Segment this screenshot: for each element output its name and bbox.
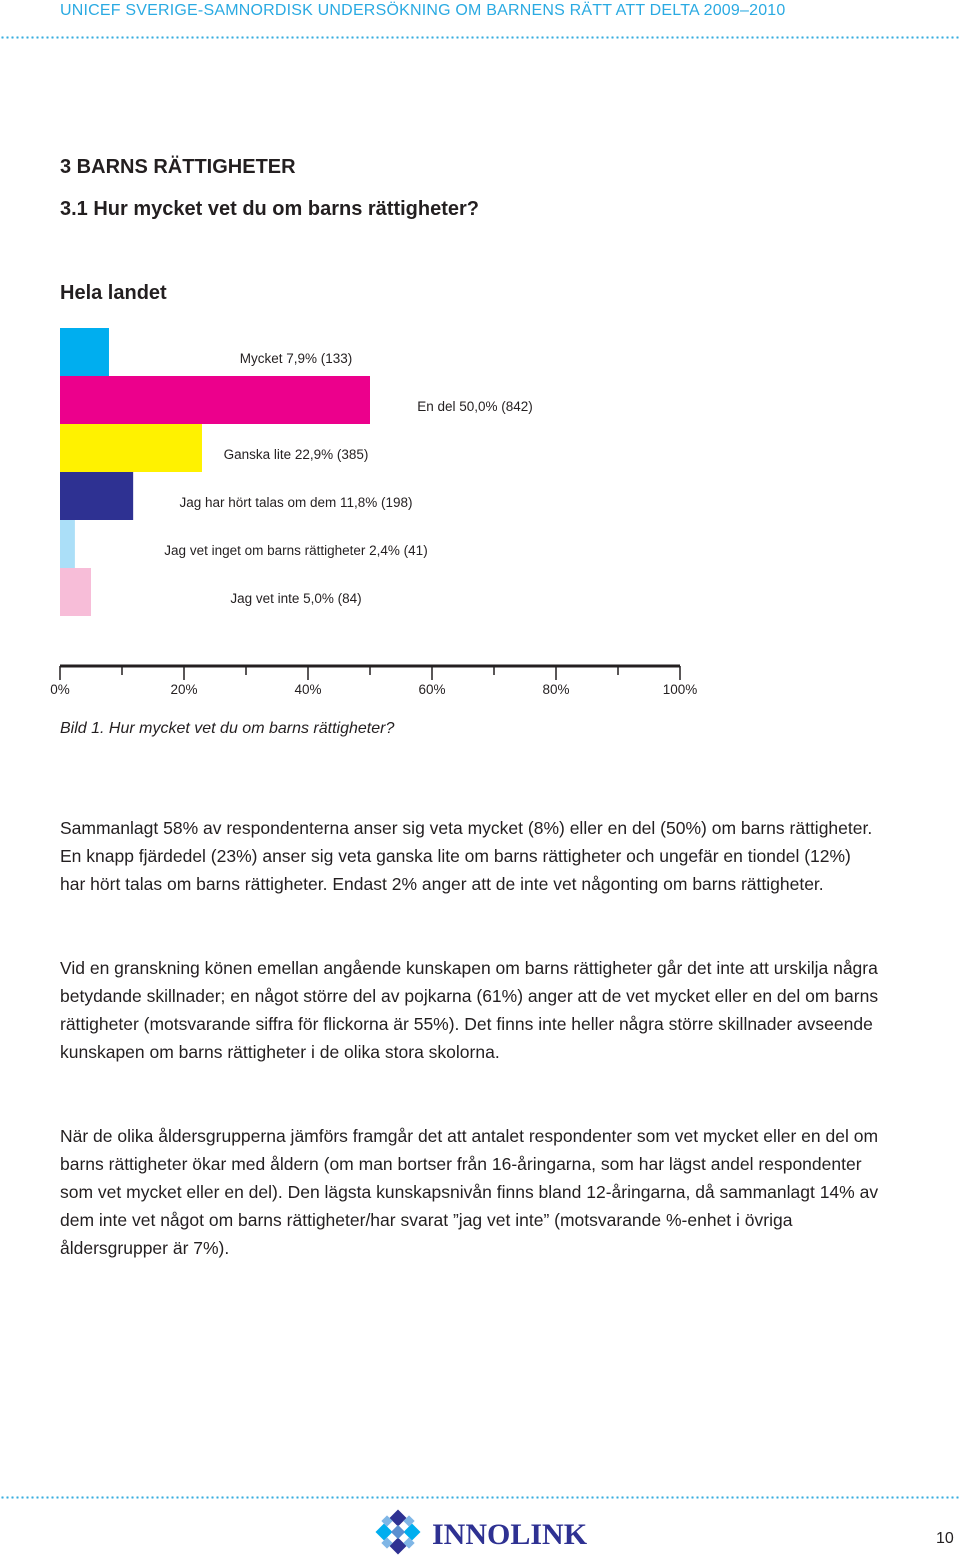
bar-5: [60, 520, 75, 568]
x-tick-label: 0%: [50, 682, 70, 697]
bar-1: [60, 328, 109, 376]
header-dotted-rule: [0, 36, 960, 39]
bar-label-3: Ganska lite 22,9% (385): [223, 447, 369, 462]
chart-region-title: Hela landet: [60, 282, 167, 304]
body-paragraph-3: När de olika åldersgrupperna jämförs framgår det att antalet respondenter som vet mycket eller en del om barns rättigheter ökar med åldern (om man bortser från 16-åringarna, som har lägst andel respondenter som vet mycket eller en del). Den lägsta kunskapsnivån finns bland 12-åringarna, då sammanlagt 14% av dem inte vet något om barns rättigheter/har svarat ”jag vet inte” (motsvarande %-enhet i övriga åldersgrupper är 7%).: [60, 1126, 879, 1258]
bar-2: [60, 376, 370, 424]
bar-label-5: Jag vet inget om barns rättigheter 2,4% (41): [164, 543, 428, 558]
x-tick-label: 100%: [662, 682, 698, 697]
x-tick-label: 60%: [418, 682, 446, 697]
section-subheading: 3.1 Hur mycket vet du om barns rättigheter?: [60, 198, 480, 220]
x-tick-label: 40%: [294, 682, 322, 697]
x-tick-label: 80%: [542, 682, 570, 697]
innolink-star-icon: [376, 1510, 421, 1555]
figure-caption: Bild 1. Hur mycket vet du om barns rättigheter?: [60, 720, 395, 737]
logo-text: INNOLINK: [432, 1518, 588, 1551]
bar-3: [60, 424, 202, 472]
bar-label-2: En del 50,0% (842): [417, 399, 533, 414]
body-paragraph-1: Sammanlagt 58% av respondenterna anser sig veta mycket (8%) eller en del (50%) om barns rättigheter. En knapp fjärdedel (23%) anser sig veta ganska lite om barns rättigheter och ungefär en tiondel (12%) har hört talas om barns rättigheter. Endast 2% anger att de inte vet någonting om barns rättigheter.: [60, 818, 873, 894]
footer-dotted-rule: [0, 1496, 960, 1499]
bar-label-6: Jag vet inte 5,0% (84): [230, 591, 362, 606]
bar-6: [60, 568, 91, 616]
body-paragraph-2: Vid en granskning könen emellan angående kunskapen om barns rättigheter går det inte att urskilja några betydande skillnader; en något större del av pojkarna (61%) anger att de vet mycket eller en del om barns rättigheter (motsvarande siffra för flickorna är 55%). Det finns inte heller några större skillnader avseende kunskapen om barns rättigheter i de olika stora skolorna.: [60, 958, 879, 1062]
document-header-title: UNICEF SVERIGE-SAMNORDISK UNDERSÖKNING OM BARNENS RÄTT ATT DELTA 2009–2010: [60, 2, 786, 19]
page-number: 10: [936, 1530, 954, 1547]
bar-chart: [0, 320, 760, 710]
bar-label-4: Jag har hört talas om dem 11,8% (198): [179, 495, 413, 510]
bar-4: [60, 472, 133, 520]
x-tick-label: 20%: [170, 682, 198, 697]
innolink-logo: [374, 1508, 594, 1556]
bar-label-1: Mycket 7,9% (133): [239, 351, 353, 366]
section-heading: 3 BARNS RÄTTIGHETER: [60, 156, 296, 178]
